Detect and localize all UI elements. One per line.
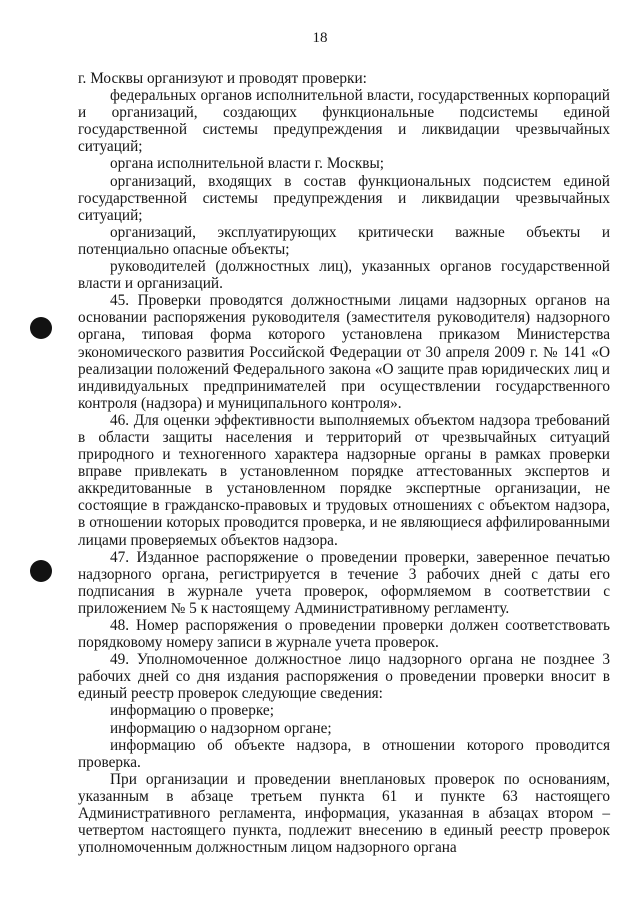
list-item-federal-bodies: федеральных органов исполнительной власти, государственных корпораций и организаций, создающих функциональные подсистемы единой государственной системы предупреждения и ликвидации чрезвычайных ситуаций; (78, 87, 610, 156)
list-item-managers: руководителей (должностных лиц), указанных органов государственной власти и организаций. (78, 258, 610, 293)
paragraph-intro: г. Москвы организуют и проводят проверки: (78, 70, 367, 87)
page-number: 18 (312, 30, 328, 46)
clause-46: 46. Для оценки эффективности выполняемых объектом надзора требований в области защиты населения и территорий от чрезвычайных ситуаций природного и техногенного характера надзорные органы в рамках проверки вправе привлекать в установленном порядке аттестованных экспертов и аккредитованные в установленном порядке экспертные организации, не состоящие в гражданско-правовых и трудовых отношениях с объектом надзора, в отношении которых проводится проверка, и не являющиеся аффилированными лицами проверяемых объектов надзора. (78, 411, 610, 549)
list-item-subsystem-organizations: организаций, входящих в состав функциональных подсистем единой государственной системы предупреждения и ликвидации чрезвычайных ситуаций; (78, 172, 610, 224)
paragraph-unscheduled-inspections: При организации и проведении внеплановых проверок по основаниям, указанным в абзаце третьем пункта 61 и пункте 63 настоящего Административного регламента, информация, указанная в абзацах втором – четвертом настоящего пункта, подлежит внесению в единый реестр проверок уполномоченным должностным лицом надзорного органа (78, 770, 610, 857)
punch-hole-upper (30, 317, 52, 339)
list-item-critical-facilities: организаций, эксплуатирующих критически важные объекты и потенциально опасные объекты; (78, 223, 610, 258)
punch-hole-lower (30, 560, 52, 582)
list-item-object-info: информацию об объекте надзора, в отношении которого проводится проверка. (78, 736, 610, 771)
clause-45: 45. Проверки проводятся должностными лицами надзорных органов на основании распоряжения руководителя (заместителя руководителя) надзорного органа, типовая форма которого установлена приказом Министерства экономического развития Российской Федерации от 30 апреля 2009 г. № 141 «О реализации положений Федерального закона «О защите прав юридических лиц и индивидуальных предпринимателей при осуществлении государственного контроля (надзора) и муниципального контроля». (78, 292, 610, 412)
clause-47: 47. Изданное распоряжение о проведении проверки, заверенное печатью надзорного органа, регистрируется в течение 3 рабочих дней с даты его подписания в журнале учета проверок, оформляемом в соответствии с приложением № 5 к настоящему Административному регламенту. (78, 548, 610, 617)
clause-48: 48. Номер распоряжения о проведении проверки должен соответствовать порядковому номеру записи в журнале учета проверок. (78, 617, 610, 652)
list-item-inspection-info: информацию о проверке; (110, 702, 274, 720)
document-body (78, 70, 610, 856)
list-item-authority-info: информацию о надзорном органе; (110, 719, 332, 737)
list-item-moscow-authority: органа исполнительной власти г. Москвы; (110, 155, 385, 173)
clause-49: 49. Уполномоченное должностное лицо надзорного органа не позднее 3 рабочих дней со дня издания распоряжения о проведении проверки вносит в единый реестр проверок следующие сведения: (78, 651, 610, 703)
